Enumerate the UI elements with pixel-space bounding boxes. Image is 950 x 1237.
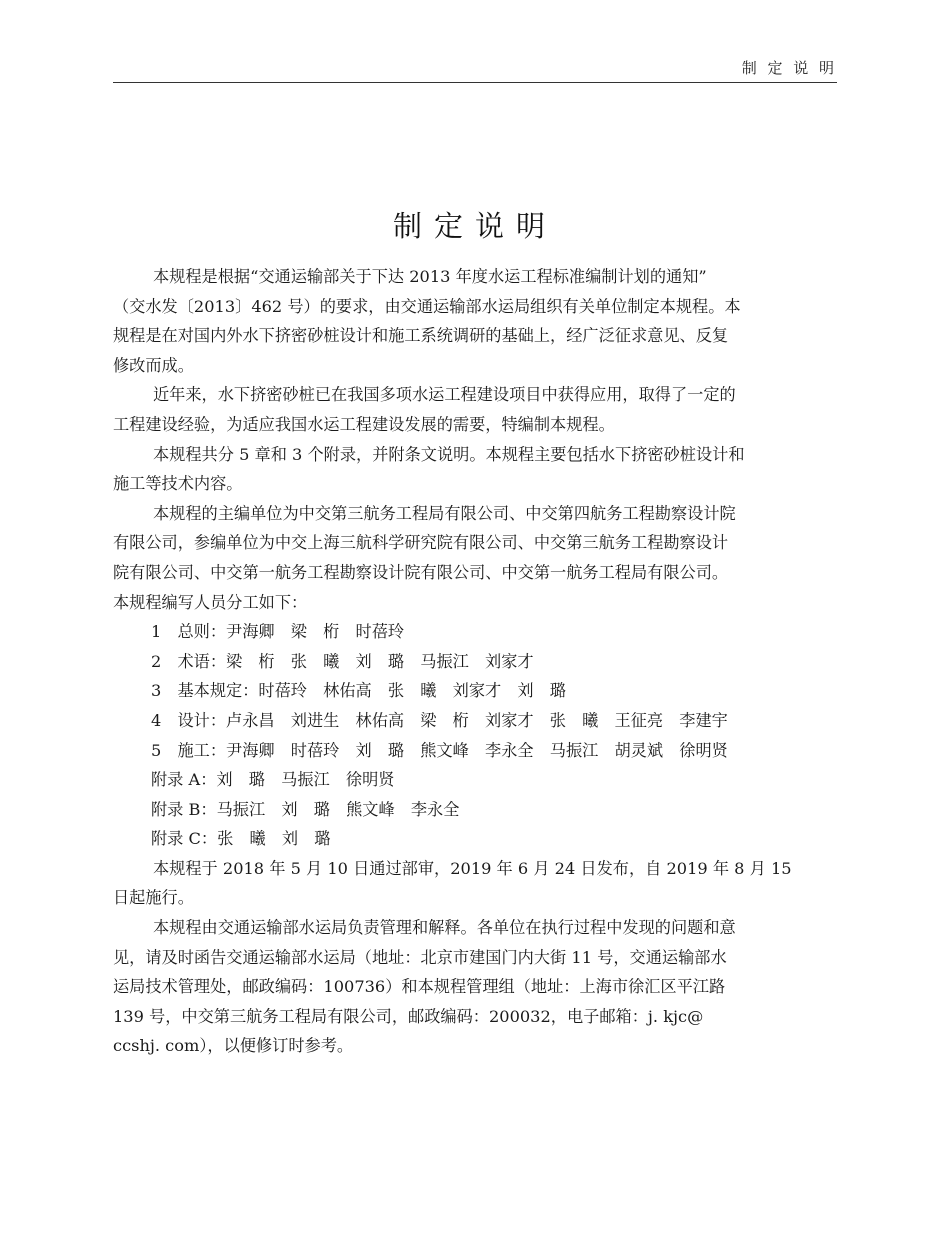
text-line: 本规程共分 5 章和 3 个附录，并附条文说明。本规程主要包括水下挤密砂桩设计和	[153, 444, 745, 464]
page-title: 制定说明	[392, 209, 557, 243]
text-line: ccshj. com），以便修订时参考。	[113, 1036, 354, 1056]
author-list-item: 附录 A：刘 璐 马振江 徐明贤	[151, 770, 395, 790]
text-line: 工程建设经验，为适应我国水运工程建设发展的需要，特编制本规程。	[113, 414, 615, 434]
author-list-item: 2 术语：梁 桁 张 曦 刘 璐 马振江 刘家才	[151, 651, 534, 671]
paragraph-mandate	[113, 262, 837, 380]
text-line: 本规程的主编单位为中交第三航务工程局有限公司、中交第四航务工程勘察设计院	[153, 503, 736, 523]
author-list-item: 1 总则：尹海卿 梁 桁 时蓓玲	[151, 622, 405, 642]
document-body	[113, 262, 837, 1061]
text-line: 本规程于 2018 年 5 月 10 日通过部审，2019 年 6 月 24 日发布，自 2019 年 8 月 15	[153, 858, 792, 878]
running-header: 制 定 说 明	[741, 59, 837, 77]
text-line: 运局技术管理处，邮政编码：100736）和本规程管理组（地址：上海市徐汇区平江路	[113, 977, 726, 997]
paragraph-background	[113, 380, 837, 439]
text-line: 本规程由交通运输部水运局负责管理和解释。各单位在执行过程中发现的问题和意	[153, 918, 736, 938]
text-line: 139 号，中交第三航务工程局有限公司，邮政编码：200032，电子邮箱：j. kjc@	[113, 1006, 704, 1026]
header-rule	[113, 82, 837, 83]
text-line: 有限公司，参编单位为中交上海三航科学研究院有限公司、中交第三航务工程勘察设计	[113, 533, 729, 553]
text-line: 修改而成。	[113, 355, 194, 375]
author-list-item: 4 设计：卢永昌 刘进生 林佑高 梁 桁 刘家才 张 曦 王征亮 李建宇	[151, 710, 728, 730]
text-line: 本规程编写人员分工如下：	[113, 592, 308, 612]
text-line: 见，请及时函告交通运输部水运局（地址：北京市建国门内大街 11 号，交通运输部水	[113, 947, 727, 967]
text-line: 规程是在对国内外水下挤密砂桩设计和施工系统调研的基础上，经广泛征求意见、反复	[113, 326, 729, 346]
author-list-item: 3 基本规定：时蓓玲 林佑高 张 曦 刘家才 刘 璐	[151, 681, 566, 701]
author-list-item: 附录 C：张 曦 刘 璐	[151, 829, 331, 849]
text-line: （交水发〔2013〕462 号）的要求，由交通运输部水运局组织有关单位制定本规程。本	[113, 296, 741, 316]
text-line: 施工等技术内容。	[113, 474, 243, 494]
text-line: 近年来，水下挤密砂桩已在我国多项水运工程建设项目中获得应用，取得了一定的	[153, 385, 736, 405]
paragraph-organizations	[113, 499, 837, 617]
text-line: 日起施行。	[113, 888, 194, 908]
paragraph-structure	[113, 440, 837, 499]
author-list-item: 5 施工：尹海卿 时蓓玲 刘 璐 熊文峰 李永全 马振江 胡灵斌 徐明贤	[151, 740, 728, 760]
paragraph-dates	[113, 854, 837, 913]
text-line: 院有限公司、中交第一航务工程勘察设计院有限公司、中交第一航务工程局有限公司。	[113, 562, 729, 582]
paragraph-contact	[113, 913, 837, 1061]
author-list	[113, 617, 837, 854]
author-list-item: 附录 B：马振江 刘 璐 熊文峰 李永全	[151, 799, 460, 819]
text-line: 本规程是根据“交通运输部关于下达 2013 年度水运工程标准编制计划的通知”	[153, 267, 707, 286]
